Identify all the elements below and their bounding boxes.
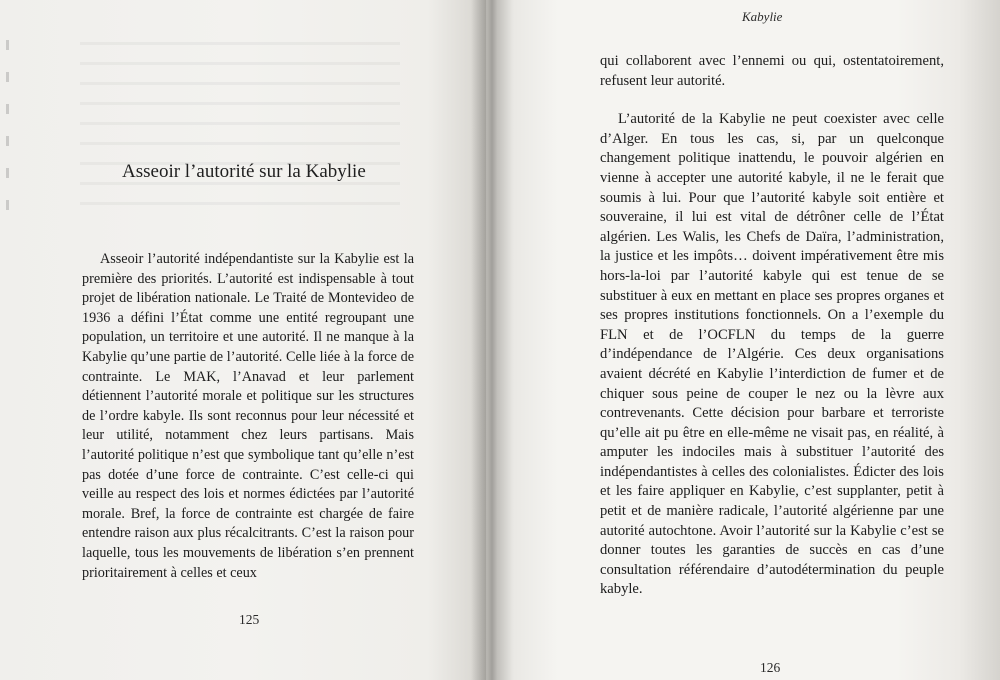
left-body-text <box>82 250 414 583</box>
right-page <box>486 0 1000 680</box>
right-paragraph-continued: qui collaborent avec l’ennemi ou qui, ostentatoirement, refusent leur autorité. <box>600 53 944 89</box>
right-paragraph: L’autorité de la Kabylie ne peut coexister avec celle d’Alger. En tous les cas, si, par un quelconque changement politique inattendu, le pouvoir algérien en vienne à accepter une autorité kabyle, il ne le ferait que soumis à lui. Pour que l’autorité kabyle soit entière et souveraine, il lui est vital de détrôner celle de l’État algérien. Les Walis, les Chefs de Daïra, l’administration, la justice et les impôts… doivent impérativement être mis hors-la-loi par l’autorité kabyle qui est tenue de se substituer à eux en mettant en place ses propres organes et ses propres institutions fonctionnels. On a l’exemple du FLN et de l’OCFLN du temps de la guerre d’indépendance de l’Algérie. Ces deux organisations avaient décrété en Kabylie l’interdiction de fumer et de chiquer sous peine de couper le nez ou la lèvre aux contrevenants. Cette décision pour barbare et terroriste qu’elle ait pu être en elle-même ne visait pas, en réalité, à amputer les indociles mais à substituer l’autorité des indépendantistes à celles des colonialistes. Édicter des lois et les faire appliquer en Kabylie, c’est supplanter, petit à petit et de manière radicale, l’autorité algérienne par une autorité autochtone. Avoir l’autorité sur la Kabylie c’est se donner toutes les garanties de succès en cas d’une consultation référendaire d’autodétermination du peuple kabyle. <box>600 111 944 598</box>
running-head: Kabylie <box>742 9 783 24</box>
show-through-text <box>80 42 400 232</box>
left-page <box>0 0 486 680</box>
page-edge-marks <box>6 40 12 240</box>
page-number-right: 126 <box>760 660 781 675</box>
chapter-title: Asseoir l’autorité sur la Kabylie <box>122 161 366 182</box>
page-number-left: 125 <box>239 612 260 627</box>
left-paragraph: Asseoir l’autorité indépendantiste sur la Kabylie est la première des priorités. L’autorité est indispensable à tout projet de libération nationale. Le Traité de Montevideo de 1936 a défini l’État comme une entité regroupant une population, un territoire et une autorité. Il ne manque à la Kabylie qu’une partie de l’autorité. Celle liée à la force de contrainte. Le MAK, l’Anavad et leur parlement détiennent l’autorité morale et politique sur les structures de l’ordre kabyle. Ils sont reconnus pour leur nécessité et leur utilité, notamment chez leurs partisans. Mais l’autorité politique n’est que symbolique tant qu’elle n’est pas dotée d’une force de contrainte. C’est celle-ci qui veille au respect des lois et normes édictées par l’autorité morale. Bref, la force de contrainte est chargée de faire entendre raison aux plus récalcitrants. C’est la raison pour laquelle, tous les mouvements de libération s’en prennent prioritairement à celles et ceux <box>82 251 414 581</box>
right-body-text <box>600 52 944 600</box>
